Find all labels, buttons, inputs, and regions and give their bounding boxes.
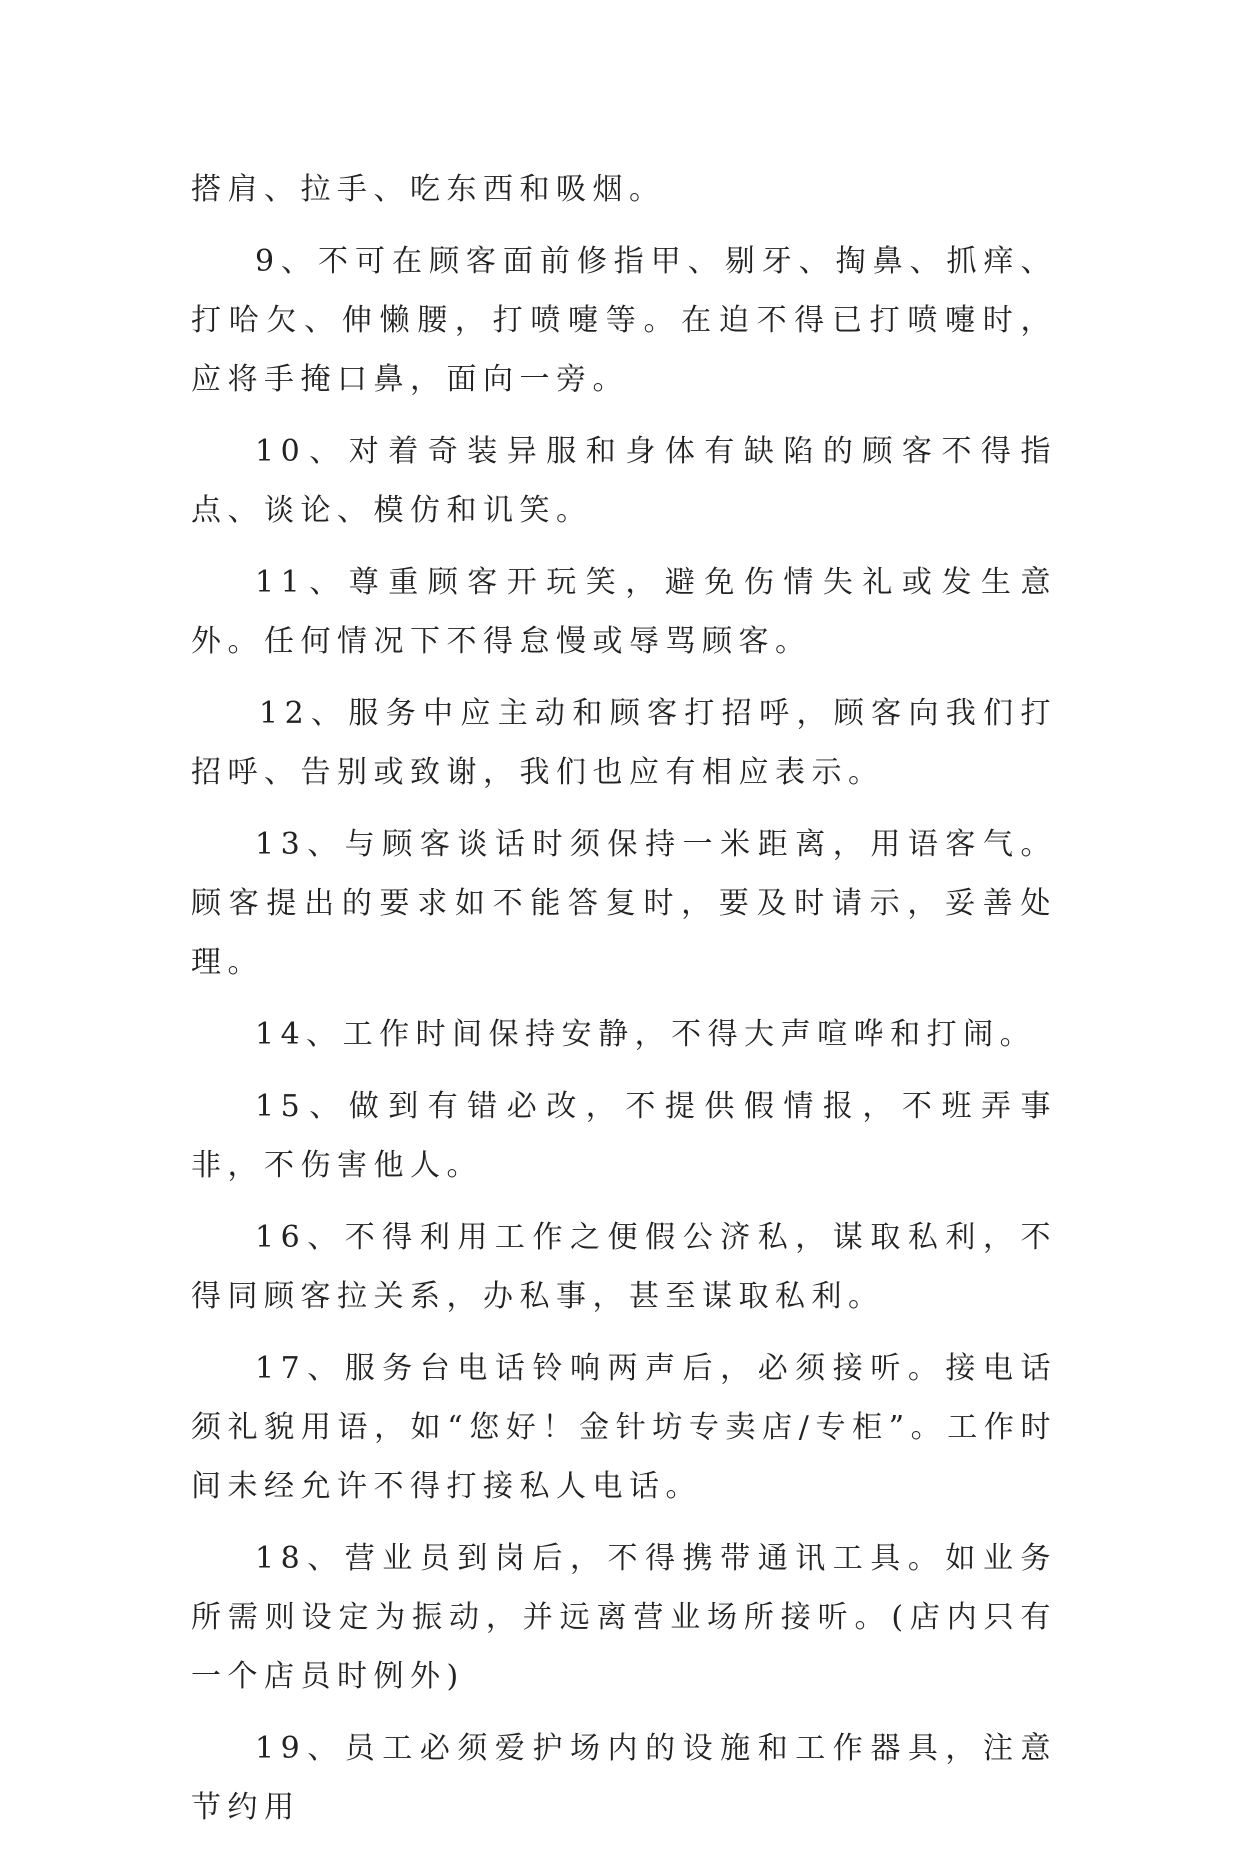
paragraph-rule-14: 14、工作时间保持安静，不得大声喧哗和打闹。 bbox=[255, 1017, 1037, 1052]
paragraph-rule-9: 9、不可在顾客面前修指甲、剔牙、掏鼻、抓痒、打哈欠、伸懒腰，打喷嚏等。在迫不得已打喷嚏时，应将手掩口鼻，面向一旁。 bbox=[191, 244, 1057, 397]
paragraph-rule-11: 11、尊重顾客开玩笑，避免伤情失礼或发生意外。任何情况下不得怠慢或辱骂顾客。 bbox=[191, 565, 1057, 659]
paragraph-rule-13: 13、与顾客谈话时须保持一米距离，用语客气。顾客提出的要求如不能答复时，要及时请示，妥善处理。 bbox=[191, 827, 1057, 980]
paragraph-rule-17: 17、服务台电话铃响两声后，必须接听。接电话须礼貌用语，如“您好！金针坊专卖店/专柜”。工作时间未经允许不得打接私人电话。 bbox=[191, 1351, 1057, 1504]
paragraph-rule-16: 16、不得利用工作之便假公济私，谋取私利，不得同顾客拉关系，办私事，甚至谋取私利。 bbox=[191, 1220, 1057, 1314]
paragraph-rule-12: 12、服务中应主动和顾客打招呼，顾客向我们打招呼、告别或致谢，我们也应有相应表示。 bbox=[191, 696, 1057, 790]
paragraph-rule-10: 10、对着奇装异服和身体有缺陷的顾客不得指点、谈论、模仿和讥笑。 bbox=[191, 434, 1057, 528]
paragraph-rule-15: 15、做到有错必改，不提供假情报，不班弄事非，不伤害他人。 bbox=[191, 1089, 1057, 1183]
document-page bbox=[191, 160, 1057, 1850]
paragraph-rule-19: 19、员工必须爱护场内的设施和工作器具，注意节约用 bbox=[191, 1731, 1057, 1825]
paragraph-continuation: 搭肩、拉手、吃东西和吸烟。 bbox=[191, 172, 666, 207]
paragraph-rule-18: 18、营业员到岗后，不得携带通讯工具。如业务所需则设定为振动，并远离营业场所接听。(店内只有一个店员时例外) bbox=[191, 1541, 1057, 1694]
